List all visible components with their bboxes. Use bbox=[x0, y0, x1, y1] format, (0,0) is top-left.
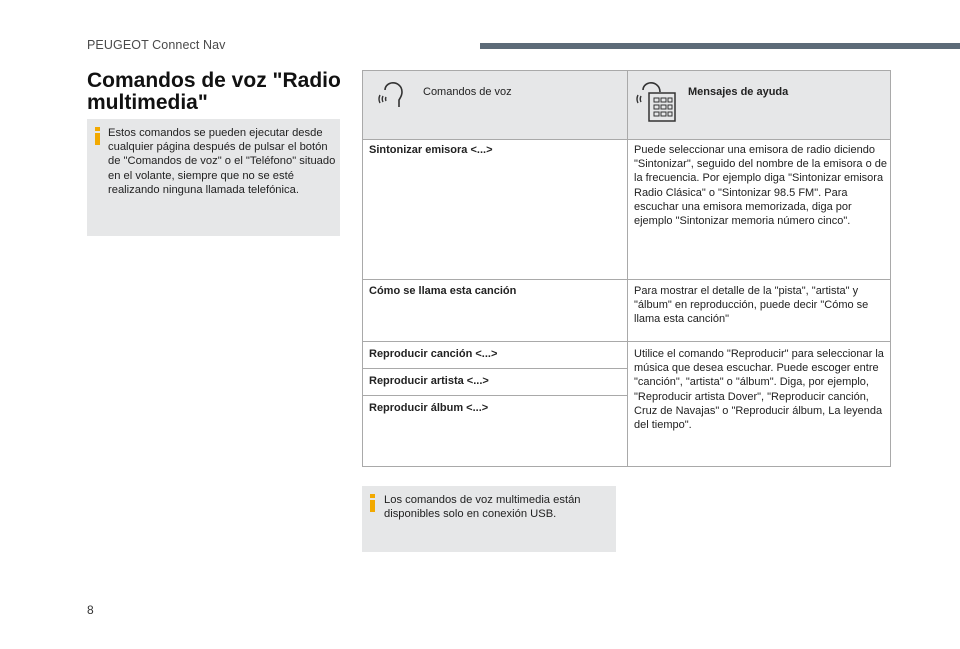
help-cell: Para mostrar el detalle de la "pista", "artista" y "álbum" en reproducción, puede decir "Cómo se llama esta canción" bbox=[634, 285, 869, 326]
info-icon bbox=[95, 127, 100, 145]
info-icon bbox=[370, 494, 375, 512]
row-divider bbox=[363, 341, 890, 342]
section-title: Comandos de voz "Radio multimedia" bbox=[87, 69, 341, 114]
voice-command-table bbox=[362, 70, 891, 467]
running-header: PEUGEOT Connect Nav bbox=[87, 38, 226, 52]
column-divider bbox=[627, 71, 628, 466]
info-note-usb bbox=[362, 486, 616, 552]
command-cell: Reproducir álbum <...> bbox=[369, 402, 489, 414]
help-cell: Puede seleccionar una emisora de radio diciendo "Sintonizar", seguido del nombre de la emisora o de la frecuencia. Por ejemplo diga "Sintonizar emisora Radio Clásica" o "Sintonizar 98.5 FM". Para escuchar una emisora memorizada, diga por ejemplo "Sintonizar memoria número cinco". bbox=[634, 144, 888, 228]
command-cell: Sintonizar emisora <...> bbox=[369, 144, 493, 156]
header-rule bbox=[480, 43, 960, 49]
command-cell: Cómo se llama esta canción bbox=[369, 285, 517, 297]
row-divider bbox=[363, 368, 627, 369]
header-left-label: Comandos de voz bbox=[423, 86, 512, 98]
command-cell: Reproducir canción <...> bbox=[369, 348, 498, 360]
page-number: 8 bbox=[87, 603, 94, 617]
info-note-text: Los comandos de voz multimedia están disponibles solo en conexión USB. bbox=[384, 494, 581, 521]
header-divider bbox=[363, 139, 890, 140]
header-right-label: Mensajes de ayuda bbox=[688, 86, 789, 98]
info-note-text: Estos comandos se pueden ejecutar desde cualquier página después de pulsar el botón de "Comandos de voz" o el "Teléfono" situado en el volante, siempre que no se esté realizando ninguna llamada telefónica. bbox=[108, 127, 336, 196]
help-message-icon bbox=[635, 79, 679, 127]
voice-command-icon bbox=[375, 79, 411, 113]
row-divider bbox=[363, 395, 627, 396]
help-cell: Utilice el comando "Reproducir" para seleccionar la música que desea escuchar. Puede escoger entre "canción", "artista" o "álbum". Diga, por ejemplo, "Reproducir artista Dover", "Reproducir canción, Cruz de Navajas" o "Reproducir álbum, La leyenda del tiempo". bbox=[634, 348, 884, 432]
command-cell: Reproducir artista <...> bbox=[369, 375, 489, 387]
info-note-voice-commands bbox=[87, 119, 340, 236]
row-divider bbox=[363, 279, 890, 280]
